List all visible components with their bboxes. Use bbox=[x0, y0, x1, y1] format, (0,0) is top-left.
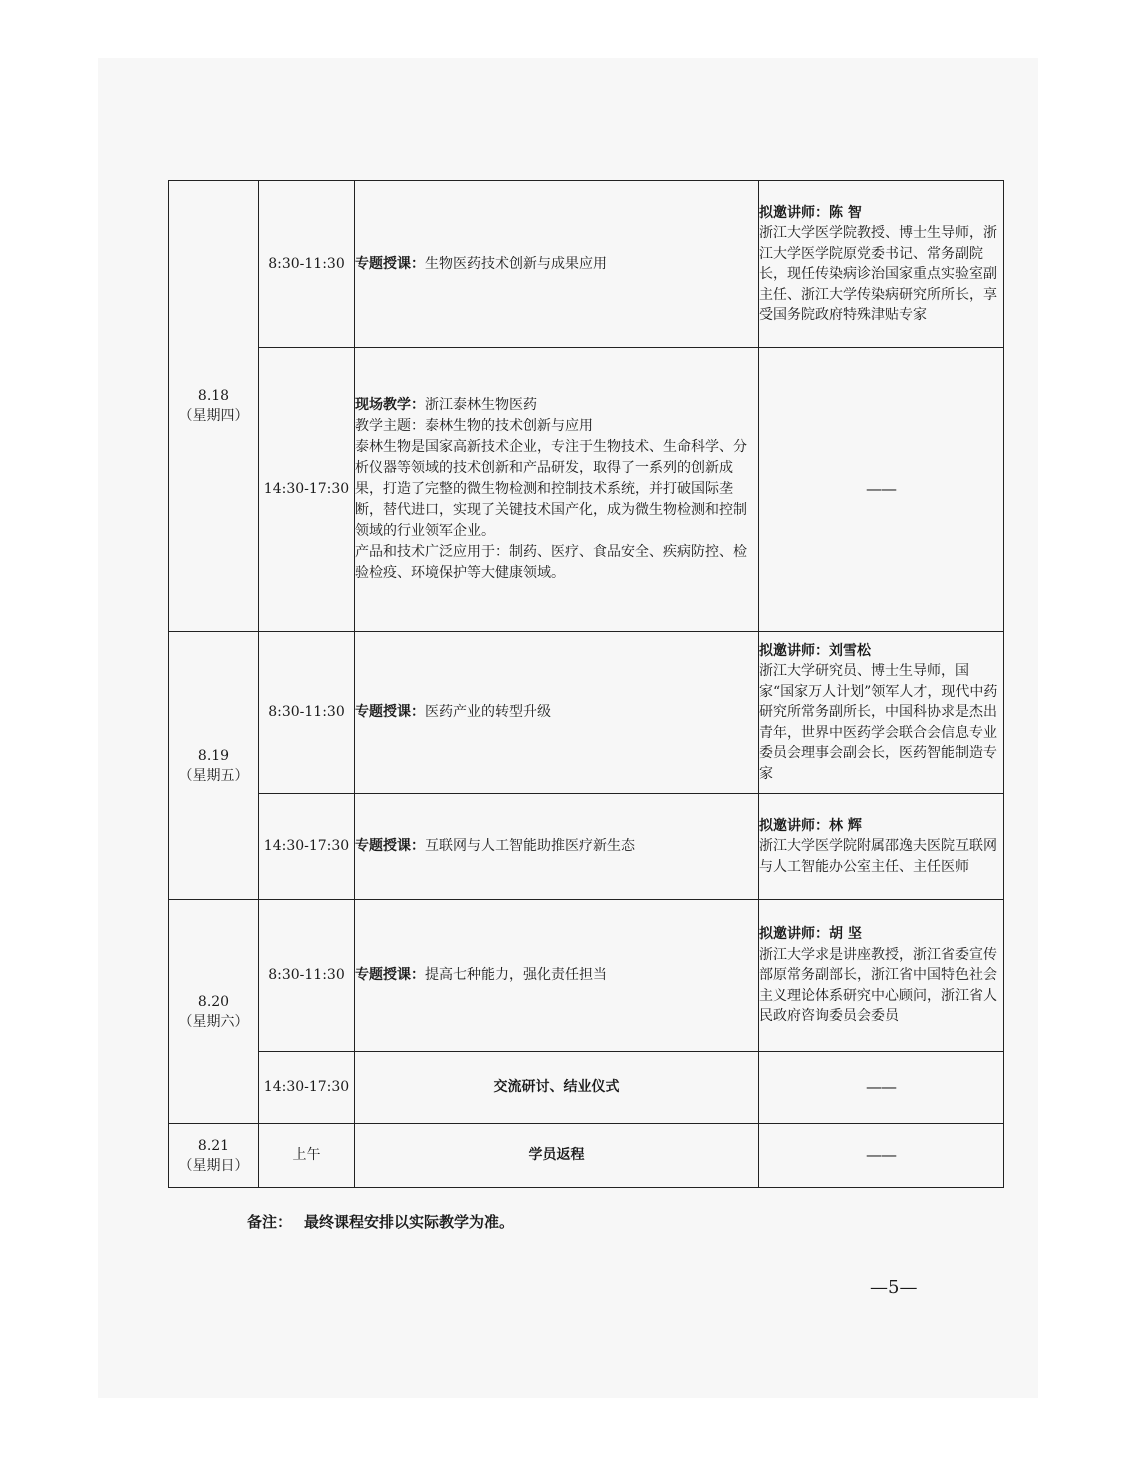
course-title: 浙江泰林生物医药 bbox=[425, 397, 537, 413]
time-cell: 上午 bbox=[259, 1124, 355, 1188]
time-cell: 8:30-11:30 bbox=[259, 181, 355, 348]
table-row bbox=[169, 794, 1004, 900]
table-row bbox=[169, 1052, 1004, 1124]
table-row bbox=[169, 632, 1004, 794]
course-title: 交流研讨、结业仪式 bbox=[355, 1052, 759, 1124]
speaker-label: 拟邀讲师：林 辉 bbox=[759, 817, 862, 834]
course-title: 互联网与人工智能助推医疗新生态 bbox=[425, 838, 635, 854]
speaker-cell bbox=[759, 900, 1004, 1052]
course-type: 专题授课： bbox=[355, 967, 425, 983]
schedule-table bbox=[168, 180, 1004, 1188]
footnote-label: 备注： bbox=[247, 1213, 293, 1231]
course-title: 提高七种能力，强化责任担当 bbox=[425, 967, 607, 983]
course-cell bbox=[355, 632, 759, 794]
date-cell bbox=[169, 900, 259, 1124]
date-cell bbox=[169, 181, 259, 632]
date: 8.20 bbox=[197, 993, 230, 1010]
speaker-cell bbox=[759, 181, 1004, 348]
course-cell bbox=[355, 348, 759, 632]
empty-dash: —— bbox=[866, 1145, 896, 1165]
footnote-text: 最终课程安排以实际教学为准。 bbox=[304, 1213, 515, 1231]
course-title: 学员返程 bbox=[355, 1124, 759, 1188]
date: 8.19 bbox=[197, 747, 230, 764]
course-description: 产品和技术广泛应用于：制药、医疗、食品安全、疾病防控、检验检疫、环境保护等大健康领域。 bbox=[355, 544, 747, 581]
empty-dash: —— bbox=[866, 479, 896, 499]
speaker-label: 拟邀讲师：陈 智 bbox=[759, 204, 862, 221]
course-description: 泰林生物是国家高新技术企业，专注于生物技术、生命科学、分析仪器等领域的技术创新和产品研发，取得了一系列的创新成果，打造了完整的微生物检测和控制技术系统，并打破国际垄断，替代进口，实现了关键技术国产化，成为微生物检测和控制领域的行业领军企业。 bbox=[355, 439, 747, 539]
date-cell bbox=[169, 1124, 259, 1188]
speaker-cell bbox=[759, 1124, 1004, 1188]
speaker-cell bbox=[759, 632, 1004, 794]
table-row bbox=[169, 900, 1004, 1052]
date: 8.21 bbox=[197, 1137, 230, 1154]
course-type: 专题授课： bbox=[355, 704, 425, 720]
weekday: （星期六） bbox=[178, 1013, 249, 1030]
table-row bbox=[169, 1124, 1004, 1188]
time-cell: 14:30-17:30 bbox=[259, 1052, 355, 1124]
speaker-label: 拟邀讲师：胡 坚 bbox=[759, 926, 862, 943]
course-type: 现场教学： bbox=[355, 397, 425, 413]
speaker-cell bbox=[759, 794, 1004, 900]
course-cell bbox=[355, 181, 759, 348]
speaker-bio: 浙江大学医学院附属邵逸夫医院互联网与人工智能办公室主任、主任医师 bbox=[759, 838, 997, 875]
date-cell bbox=[169, 632, 259, 900]
date: 8.18 bbox=[197, 388, 230, 404]
footnote bbox=[247, 1211, 514, 1232]
weekday: （星期四） bbox=[178, 408, 249, 424]
course-type: 专题授课： bbox=[355, 255, 425, 272]
page-number: —5— bbox=[870, 1277, 918, 1298]
speaker-label: 拟邀讲师：刘雪松 bbox=[759, 642, 871, 659]
empty-dash: —— bbox=[866, 1077, 896, 1097]
course-type: 专题授课： bbox=[355, 838, 425, 854]
time-cell: 14:30-17:30 bbox=[259, 794, 355, 900]
course-title: 医药产业的转型升级 bbox=[425, 704, 551, 720]
speaker-bio: 浙江大学研究员、博士生导师，国家“国家万人计划”领军人才，现代中药研究所常务副所长，中国科协求是杰出青年，世界中医药学会联合会信息专业委员会理事会副会长，医药智能制造专家 bbox=[759, 663, 998, 782]
speaker-bio: 浙江大学求是讲座教授，浙江省委宣传部原常务副部长，浙江省中国特色社会主义理论体系研究中心顾问，浙江省人民政府咨询委员会委员 bbox=[759, 946, 997, 1025]
teaching-theme: 教学主题：泰林生物的技术创新与应用 bbox=[355, 418, 593, 434]
table-row bbox=[169, 348, 1004, 632]
course-cell bbox=[355, 794, 759, 900]
time-cell: 8:30-11:30 bbox=[259, 900, 355, 1052]
speaker-cell bbox=[759, 348, 1004, 632]
speaker-bio: 浙江大学医学院教授、博士生导师，浙江大学医学院原党委书记、常务副院长，现任传染病诊治国家重点实验室副主任、浙江大学传染病研究所所长，享受国务院政府特殊津贴专家 bbox=[759, 225, 997, 323]
course-title: 生物医药技术创新与成果应用 bbox=[425, 255, 607, 272]
time-cell: 14:30-17:30 bbox=[259, 348, 355, 632]
speaker-cell bbox=[759, 1052, 1004, 1124]
course-cell bbox=[355, 900, 759, 1052]
weekday: （星期五） bbox=[178, 767, 249, 784]
time-cell: 8:30-11:30 bbox=[259, 632, 355, 794]
weekday: （星期日） bbox=[178, 1157, 249, 1174]
table-row bbox=[169, 181, 1004, 348]
